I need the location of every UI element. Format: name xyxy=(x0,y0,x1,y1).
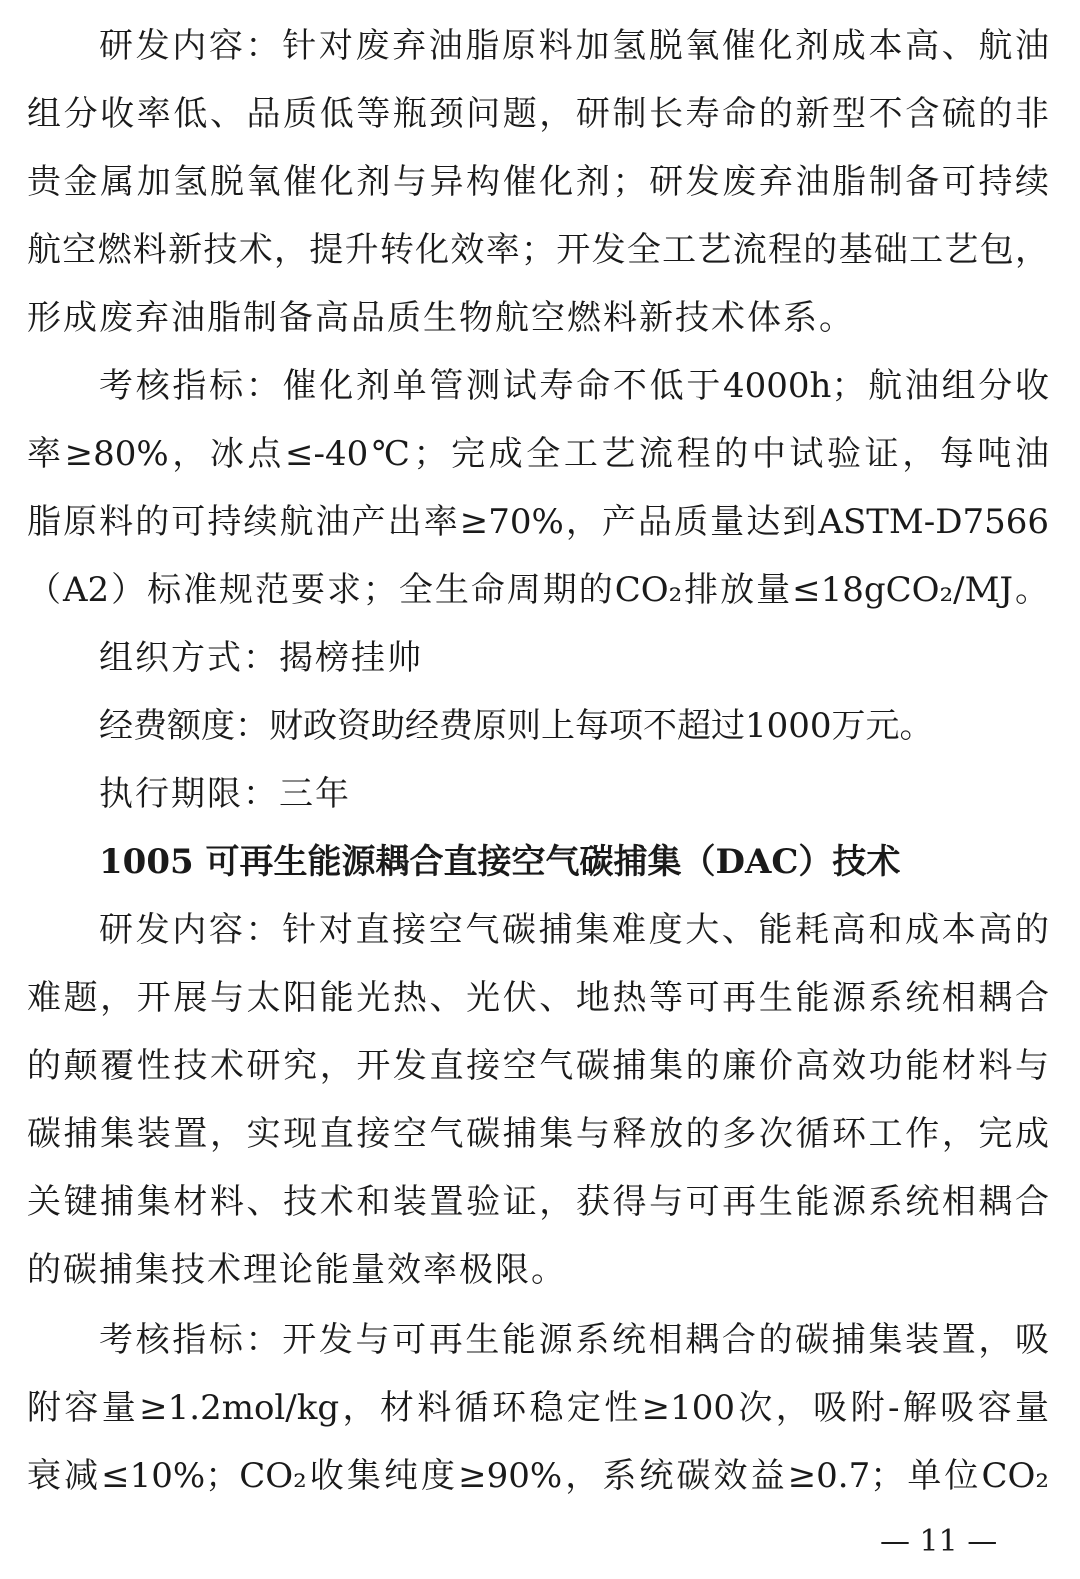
paragraph-line: 组织方式：揭榜挂帅 xyxy=(99,638,423,678)
paragraph-line: 衰减≤10%；CO₂收集纯度≥90%，系统碳效益≥0.7；单位CO₂ xyxy=(27,1456,1049,1496)
paragraph-line: 脂原料的可持续航油产出率≥70%，产品质量达到ASTM-D7566 xyxy=(27,502,1049,542)
paragraph-line: 航空燃料新技术，提升转化效率；开发全工艺流程的基础工艺包， xyxy=(27,230,1049,270)
paragraph-line: 考核指标：催化剂单管测试寿命不低于4000h；航油组分收 xyxy=(99,366,1049,406)
paragraph-line: 的颠覆性技术研究，开发直接空气碳捕集的廉价高效功能材料与 xyxy=(27,1046,1049,1086)
paragraph-line: 碳捕集装置，实现直接空气碳捕集与释放的多次循环工作，完成 xyxy=(27,1114,1049,1154)
paragraph-line: 率≥80%，冰点≤-40℃；完成全工艺流程的中试验证，每吨油 xyxy=(27,434,1049,474)
paragraph-line: 的碳捕集技术理论能量效率极限。 xyxy=(27,1250,567,1290)
paragraph-line: 难题，开展与太阳能光热、光伏、地热等可再生能源系统相耦合 xyxy=(27,978,1049,1018)
page-number: — 11 — xyxy=(880,1524,998,1559)
paragraph-line: 附容量≥1.2mol/kg，材料循环稳定性≥100次，吸附-解吸容量 xyxy=(27,1388,1049,1428)
paragraph-line: 贵金属加氢脱氧催化剂与异构催化剂；研发废弃油脂制备可持续 xyxy=(27,162,1049,202)
paragraph-line: 考核指标：开发与可再生能源系统相耦合的碳捕集装置，吸 xyxy=(99,1320,1049,1360)
paragraph-line: （A2）标准规范要求；全生命周期的CO₂排放量≤18gCO₂/MJ。 xyxy=(27,570,1049,610)
paragraph-line: 执行期限：三年 xyxy=(99,774,351,814)
paragraph-line: 形成废弃油脂制备高品质生物航空燃料新技术体系。 xyxy=(27,298,855,338)
paragraph-line: 关键捕集材料、技术和装置验证，获得与可再生能源系统相耦合 xyxy=(27,1182,1049,1222)
paragraph-line: 经费额度：财政资助经费原则上每项不超过1000万元。 xyxy=(99,706,934,746)
paragraph-line: 组分收率低、品质低等瓶颈问题，研制长寿命的新型不含硫的非 xyxy=(27,94,1049,134)
paragraph-line: 研发内容：针对废弃油脂原料加氢脱氧催化剂成本高、航油 xyxy=(99,26,1049,66)
paragraph-line: 研发内容：针对直接空气碳捕集难度大、能耗高和成本高的 xyxy=(99,910,1049,950)
section-heading: 1005 可再生能源耦合直接空气碳捕集（DAC）技术 xyxy=(99,842,901,882)
